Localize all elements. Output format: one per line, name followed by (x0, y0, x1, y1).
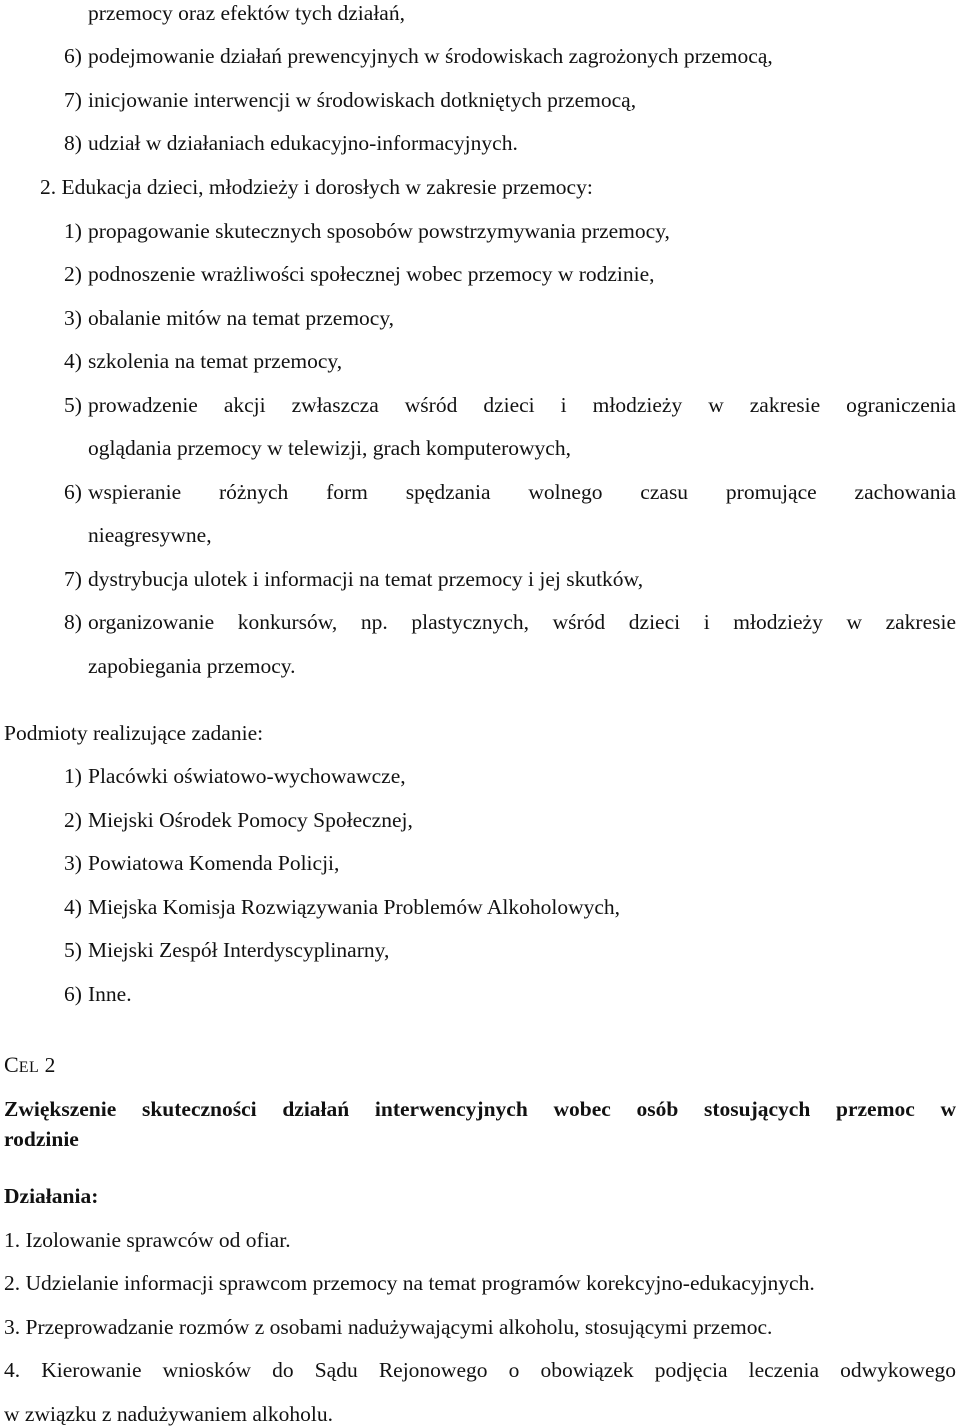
actions-heading: Działania: (4, 1184, 99, 1208)
list-item: udział w działaniach edukacyjno-informacyjnych. (88, 131, 518, 155)
section-heading: 2. Edukacja dzieci, młodzieży i dorosłych w zakresie przemocy: (40, 175, 593, 199)
list-item: prowadzenie akcji zwłaszcza wśród dzieci i młodzieży w zakresie ograniczenia (88, 393, 956, 417)
list-item: Placówki oświatowo-wychowawcze, (88, 764, 406, 788)
goal-title: Zwiększenie skuteczności działań interwencyjnych wobec osób stosujących przemoc w (4, 1097, 956, 1121)
list-item: Miejski Zespół Interdyscyplinarny, (88, 938, 390, 962)
list-item-number: 7) (64, 88, 82, 112)
goal-label-rest: EL (18, 1059, 40, 1076)
list-item-continuation: przemocy oraz efektów tych działań, (88, 1, 405, 25)
list-item: inicjowanie interwencji w środowiskach dotkniętych przemocą, (88, 88, 637, 112)
action-item: 3. Przeprowadzanie rozmów z osobami nadużywającymi alkoholu, stosującymi przemoc. (4, 1315, 773, 1339)
list-item-number: 5) (64, 938, 82, 962)
list-item-continuation: oglądania przemocy w telewizji, grach komputerowych, (88, 436, 571, 460)
list-item-number: 7) (64, 567, 82, 591)
list-item-number: 1) (64, 764, 82, 788)
list-item: podejmowanie działań prewencyjnych w środowiskach zagrożonych przemocą, (88, 44, 773, 68)
entities-heading: Podmioty realizujące zadanie: (4, 721, 264, 745)
list-item-continuation: zapobiegania przemocy. (88, 654, 296, 678)
list-item-number: 1) (64, 219, 82, 243)
list-item: propagowanie skutecznych sposobów powstrzymywania przemocy, (88, 219, 670, 243)
list-item: wspieranie różnych form spędzania wolnego czasu promujące zachowania (88, 480, 956, 504)
action-item: 1. Izolowanie sprawców od ofiar. (4, 1228, 291, 1252)
list-item-number: 2) (64, 808, 82, 832)
goal-label-first: C (4, 1052, 19, 1077)
list-item: Miejski Ośrodek Pomocy Społecznej, (88, 808, 413, 832)
action-item-continuation: w związku z nadużywaniem alkoholu. (4, 1402, 333, 1426)
goal-label-number: 2 (44, 1053, 56, 1077)
list-item-continuation: nieagresywne, (88, 523, 212, 547)
list-item-number: 6) (64, 44, 82, 68)
list-item-number: 4) (64, 895, 82, 919)
list-item-number: 4) (64, 349, 82, 373)
list-item-number: 6) (64, 982, 82, 1006)
list-item-number: 8) (64, 610, 82, 634)
list-item: dystrybucja ulotek i informacji na temat przemocy i jej skutków, (88, 567, 644, 591)
action-item: 2. Udzielanie informacji sprawcom przemocy na temat programów korekcyjno-edukacyjnych. (4, 1271, 815, 1295)
list-item: podnoszenie wrażliwości społecznej wobec przemocy w rodzinie, (88, 262, 655, 286)
action-item: 4. Kierowanie wniosków do Sądu Rejonowego o obowiązek podjęcia leczenia odwykowego (4, 1358, 956, 1382)
goal-label (4, 1052, 55, 1081)
list-item-number: 6) (64, 480, 82, 504)
list-item-number: 5) (64, 393, 82, 417)
goal-title-continuation: rodzinie (4, 1127, 79, 1151)
list-item: obalanie mitów na temat przemocy, (88, 306, 395, 330)
list-item-number: 8) (64, 131, 82, 155)
list-item-number: 3) (64, 306, 82, 330)
list-item: Inne. (88, 982, 132, 1006)
list-item: szkolenia na temat przemocy, (88, 349, 343, 373)
list-item-number: 3) (64, 851, 82, 875)
list-item: organizowanie konkursów, np. plastycznych, wśród dzieci i młodzieży w zakresie (88, 610, 956, 634)
list-item: Miejska Komisja Rozwiązywania Problemów Alkoholowych, (88, 895, 621, 919)
list-item: Powiatowa Komenda Policji, (88, 851, 340, 875)
list-item-number: 2) (64, 262, 82, 286)
